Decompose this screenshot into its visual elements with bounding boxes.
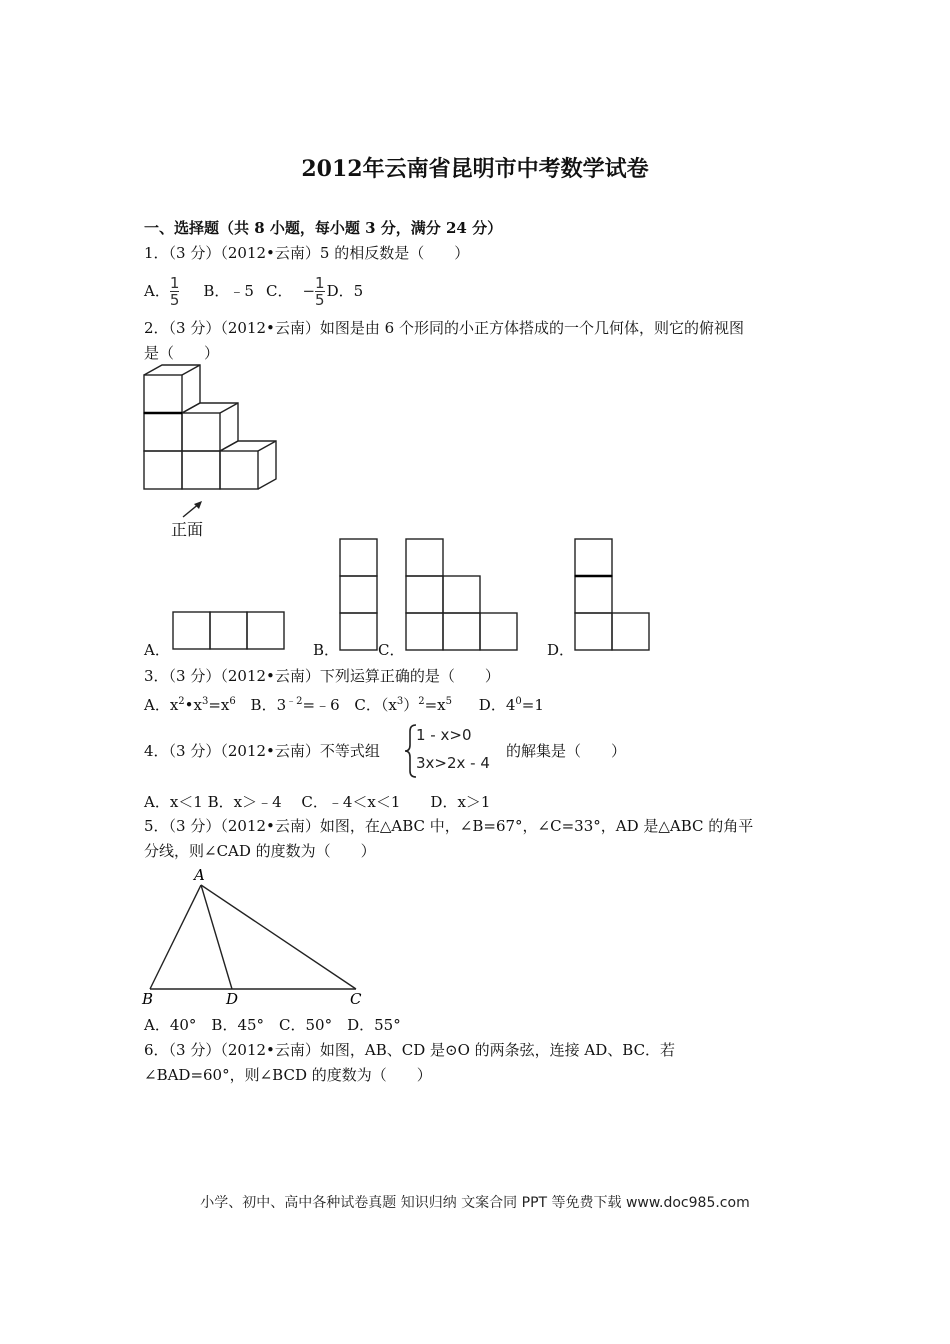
q2-option-c-figure — [404, 537, 522, 653]
q3-a-mid: •x — [184, 696, 202, 714]
q1-stem: 1．（3 分）（2012•云南）5 的相反数是（ ） — [144, 244, 470, 262]
q6-stem-line1: 6．（3 分）（2012•云南）如图，AB、CD 是⊙O 的两条弦，连接 AD、BC．若 — [144, 1041, 676, 1059]
q1-option-a-fraction — [170, 275, 180, 308]
q3-stem: 3．（3 分）（2012•云南）下列运算正确的是（ ） — [144, 667, 500, 685]
q1-a-denominator: 5 — [169, 290, 180, 309]
q2-cube-solid-figure — [140, 362, 290, 497]
q1-option-c-fraction — [315, 275, 325, 308]
page-title: 2012年云南省昆明市中考数学试卷 — [301, 156, 649, 182]
q3-d-tail: =1 — [521, 696, 544, 714]
vertex-a-label: A — [194, 866, 205, 884]
page-footer: 小学、初中、高中各种试卷真题 知识归纳 文案合同 PPT 等免费下载 www.doc985.com — [200, 1195, 750, 1211]
q2-option-a-label: A． — [144, 641, 170, 659]
q2-stem-line2: 是（ ） — [144, 344, 220, 362]
q1-option-c-label: C． — [265, 282, 293, 300]
q3-a-exp3: 6 — [229, 696, 236, 707]
q2-option-b-figure — [338, 537, 380, 653]
q3-c-exp1: 3 — [396, 696, 404, 707]
q3-c-text: C．（x — [354, 696, 397, 714]
q3-c-exp2: 2 — [418, 696, 425, 707]
q2-option-d-label: D． — [547, 641, 575, 659]
q3-a-exp2: 3 — [201, 696, 209, 707]
vertex-c-label: C — [350, 990, 362, 1008]
q1-options — [144, 274, 363, 308]
q3-b-text: B．3 — [250, 696, 287, 714]
q6-stem-line2: ∠BAD=60°，则∠BCD 的度数为（ ） — [144, 1066, 432, 1084]
q2-option-c-label: C． — [378, 641, 405, 659]
q3-b-tail: =﹣6 — [302, 696, 340, 714]
q1-option-b: B．﹣5 — [203, 282, 254, 300]
q3-a-text: A．x — [144, 696, 179, 714]
q2-option-d-figure — [573, 537, 653, 653]
point-d-label: D — [226, 990, 239, 1008]
q3-d-exp: 0 — [515, 696, 522, 707]
q3-c-tail: =x — [424, 696, 446, 714]
q4-inequality-1: 1 - x>0 — [416, 726, 472, 744]
q3-a-exp1: 2 — [178, 696, 185, 707]
side-ac — [201, 885, 356, 989]
q2-option-a-figure — [171, 610, 287, 652]
q1-option-c-sign: − — [302, 282, 316, 300]
q1-option-a-label: A． — [144, 282, 170, 300]
q1-c-numerator: 1 — [315, 273, 325, 292]
q2-option-b-label: B． — [313, 641, 340, 659]
q4-stem-after: 的解集是（ ） — [506, 742, 627, 760]
q3-c-exp3: 5 — [445, 696, 453, 707]
q4-stem-before: 4．（3 分）（2012•云南）不等式组 — [144, 742, 380, 760]
q5-options: A．40° B．45° C．50° D．55° — [144, 1016, 401, 1034]
q1-c-denominator: 5 — [315, 290, 325, 309]
q1-a-numerator: 1 — [169, 273, 180, 292]
q4-options: A．x＜1 B．x＞﹣4 C．﹣4＜x＜1 D．x＞1 — [144, 793, 491, 811]
q3-d-text: D．4 — [478, 696, 516, 714]
q1-option-d: D．5 — [326, 282, 364, 300]
q5-stem-line1: 5．（3 分）（2012•云南）如图，在△ABC 中，∠B=67°，∠C=33°，AD 是△ABC 的角平 — [144, 817, 754, 835]
q3-a-tail: =x — [208, 696, 230, 714]
q5-stem-line2: 分线，则∠CAD 的度数为（ ） — [144, 842, 376, 860]
front-view-label: 正面 — [171, 520, 204, 539]
q5-triangle-figure — [138, 864, 368, 1008]
vertex-b-label: B — [142, 990, 154, 1008]
q2-stem-line1: 2．（3 分）（2012•云南）如图是由 6 个形同的小正方体搭成的一个几何体，则它的俯视图 — [144, 319, 744, 337]
q4-inequality-2: 3x>2x - 4 — [416, 754, 490, 772]
side-ab — [150, 885, 201, 989]
q3-options — [144, 692, 544, 715]
q3-b-exp: ﹣2 — [286, 696, 303, 707]
q3-c-mid: ） — [403, 696, 419, 714]
bisector-ad — [201, 885, 232, 989]
section-heading: 一、选择题（共 8 小题，每小题 3 分，满分 24 分） — [144, 219, 503, 237]
